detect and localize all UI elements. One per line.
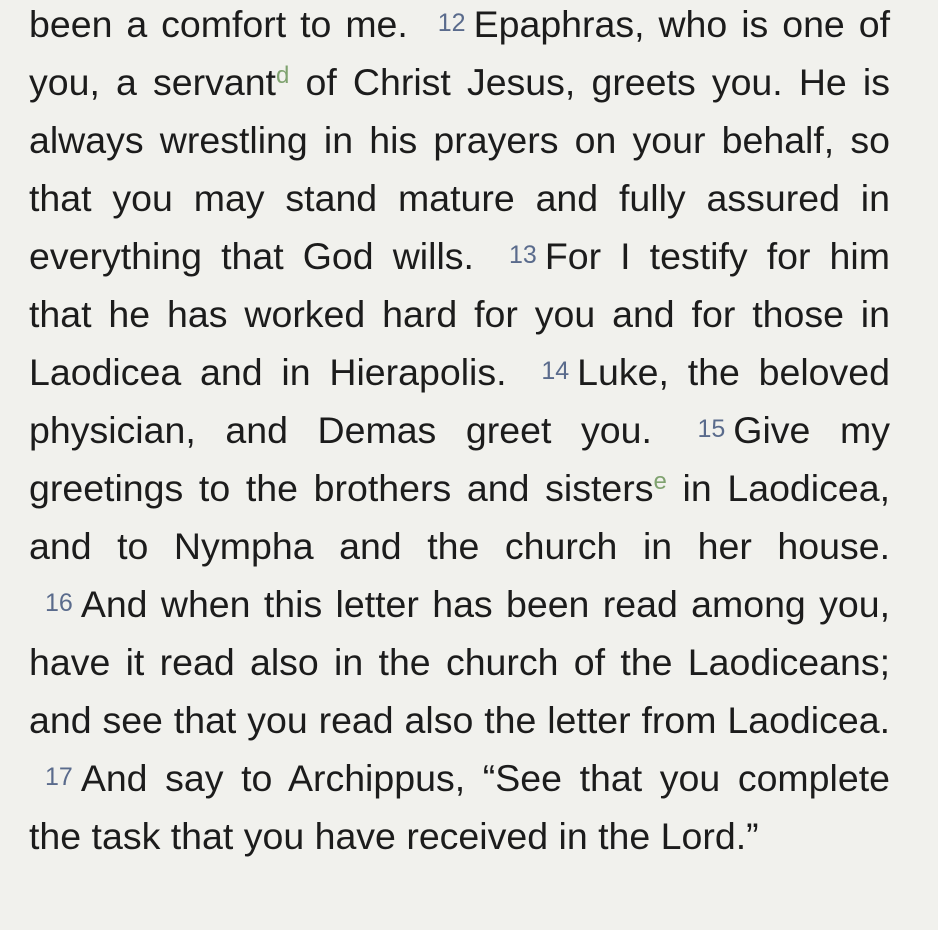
passage-text: And say to Archippus, “See that you complete the task that you have received in the Lord.” — [29, 757, 890, 857]
passage-text: Give my greetings to the brothers and sisters — [29, 409, 890, 509]
passage-text: been a comfort to me. — [29, 3, 422, 45]
footnote-marker-d[interactable]: d — [275, 62, 290, 89]
verse-number-14[interactable]: 14 — [541, 357, 570, 385]
passage-text: And when this letter has been read among you, have it read also in the church of the Laodiceans; and see that you read also the letter from Laodicea. — [29, 583, 890, 741]
footnote-marker-e[interactable]: e — [653, 468, 667, 495]
passage-text: For I testify for him that he has worked hard for you and for those in Laodicea and in Hierapolis. — [29, 235, 890, 393]
scripture-passage — [29, 0, 890, 865]
passage-text: Luke, the beloved physician, and Demas greet you. — [29, 351, 890, 451]
passage-text: in Laodicea, and to Nympha and the church in her house. — [29, 467, 890, 567]
passage-text: Epaphras, who is one of you, a servant — [29, 3, 891, 103]
verse-number-12[interactable]: 12 — [437, 9, 466, 37]
verse-number-17[interactable]: 17 — [45, 763, 73, 791]
passage-text: of Christ Jesus, greets you. He is always wrestling in his prayers on your behalf, so that you may stand mature and fully assured in everything that God wills. — [29, 61, 890, 277]
verse-number-16[interactable]: 16 — [45, 589, 73, 617]
verse-number-15[interactable]: 15 — [697, 415, 726, 443]
verse-number-13[interactable]: 13 — [509, 241, 537, 269]
